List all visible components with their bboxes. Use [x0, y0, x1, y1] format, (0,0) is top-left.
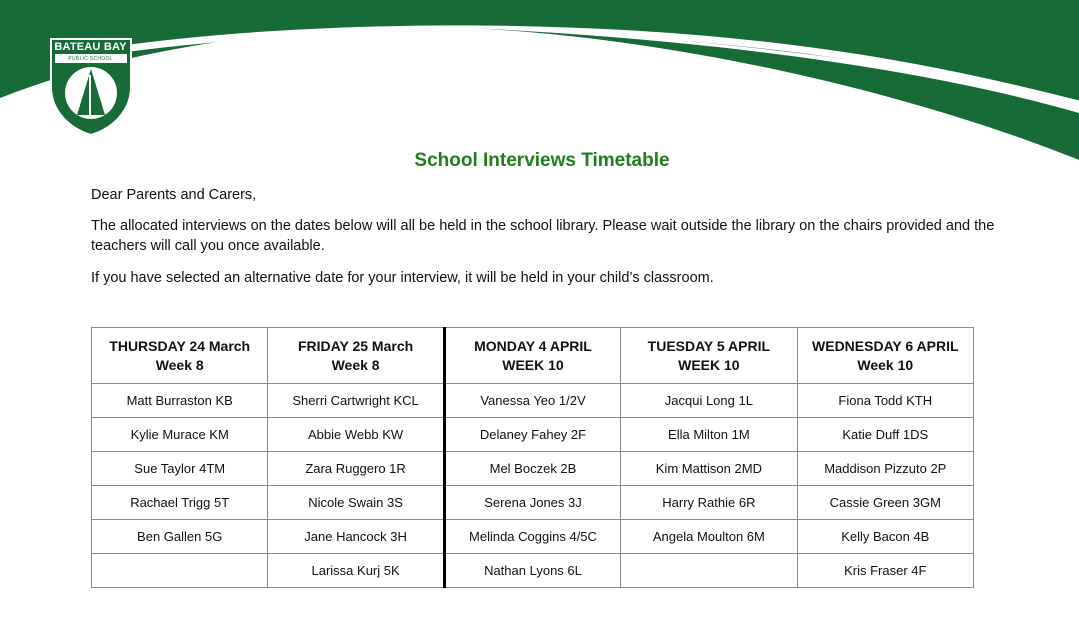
- greeting-text: Dear Parents and Carers,: [91, 187, 257, 203]
- table-cell: Mel Boczek 2B: [444, 452, 620, 486]
- table-row: [92, 520, 974, 554]
- school-name: BATEAU BAY: [54, 41, 127, 53]
- header-week: Week 8: [155, 356, 204, 373]
- header-week: Week 8: [331, 356, 380, 373]
- table-cell: Katie Duff 1DS: [797, 418, 973, 452]
- table-cell: Sherri Cartwright KCL: [268, 384, 444, 418]
- table-cell: Jacqui Long 1L: [621, 384, 797, 418]
- school-subtitle: PUBLIC SCHOOL: [68, 56, 113, 62]
- table-cell: Nicole Swain 3S: [268, 486, 444, 520]
- table-cell: Zara Ruggero 1R: [268, 452, 444, 486]
- table-cell: [92, 554, 268, 588]
- table-cell: Angela Moulton 6M: [621, 520, 797, 554]
- table-cell: Matt Burraston KB: [92, 384, 268, 418]
- header-day: FRIDAY 25 March: [298, 337, 414, 354]
- header-day: THURSDAY 24 March: [109, 337, 251, 354]
- header-week: WEEK 10: [502, 356, 564, 373]
- table-row: [92, 418, 974, 452]
- table-cell: Abbie Webb KW: [268, 418, 444, 452]
- table-row: [92, 452, 974, 486]
- column-header-tuesday: [621, 328, 797, 384]
- header-week: Week 10: [857, 356, 914, 373]
- header-day: WEDNESDAY 6 APRIL: [812, 337, 959, 354]
- table-cell: Larissa Kurj 5K: [268, 554, 444, 588]
- header-day: TUESDAY 5 APRIL: [647, 337, 771, 354]
- table-row: [92, 554, 974, 588]
- header-week: WEEK 10: [678, 356, 740, 373]
- table-cell: [621, 554, 797, 588]
- timetable-header-row: [92, 328, 974, 384]
- table-cell: Vanessa Yeo 1/2V: [444, 384, 620, 418]
- table-cell: Sue Taylor 4TM: [92, 452, 268, 486]
- column-header-friday: [268, 328, 444, 384]
- page-title: School Interviews Timetable: [414, 150, 670, 171]
- table-row: [92, 384, 974, 418]
- table-cell: Fiona Todd KTH: [797, 384, 973, 418]
- table-cell: Serena Jones 3J: [444, 486, 620, 520]
- table-cell: Ella Milton 1M: [621, 418, 797, 452]
- table-cell: Kris Fraser 4F: [797, 554, 973, 588]
- table-cell: Maddison Pizzuto 2P: [797, 452, 973, 486]
- column-header-thursday: [92, 328, 268, 384]
- table-cell: Rachael Trigg 5T: [92, 486, 268, 520]
- table-cell: Jane Hancock 3H: [268, 520, 444, 554]
- header-day: MONDAY 4 APRIL: [474, 337, 592, 354]
- table-row: [92, 486, 974, 520]
- column-header-wednesday: [797, 328, 973, 384]
- table-cell: Kylie Murace KM: [92, 418, 268, 452]
- table-cell: Kelly Bacon 4B: [797, 520, 973, 554]
- interview-timetable: [91, 327, 974, 588]
- alternative-date-paragraph: If you have selected an alternative date for your interview, it will be held in your child’s classroom.: [91, 270, 714, 286]
- table-cell: Harry Rathie 6R: [621, 486, 797, 520]
- table-cell: Cassie Green 3GM: [797, 486, 973, 520]
- library-info-paragraph: The allocated interviews on the dates below will all be held in the school library. Please wait outside the library on the chairs provided and the teachers will call you once available.: [91, 218, 995, 254]
- header-swoosh-banner: [0, 0, 1079, 170]
- table-cell: Kim Mattison 2MD: [621, 452, 797, 486]
- column-header-monday: [444, 328, 620, 384]
- table-cell: Melinda Coggins 4/5C: [444, 520, 620, 554]
- table-cell: Ben Gallen 5G: [92, 520, 268, 554]
- table-cell: Nathan Lyons 6L: [444, 554, 620, 588]
- table-cell: Delaney Fahey 2F: [444, 418, 620, 452]
